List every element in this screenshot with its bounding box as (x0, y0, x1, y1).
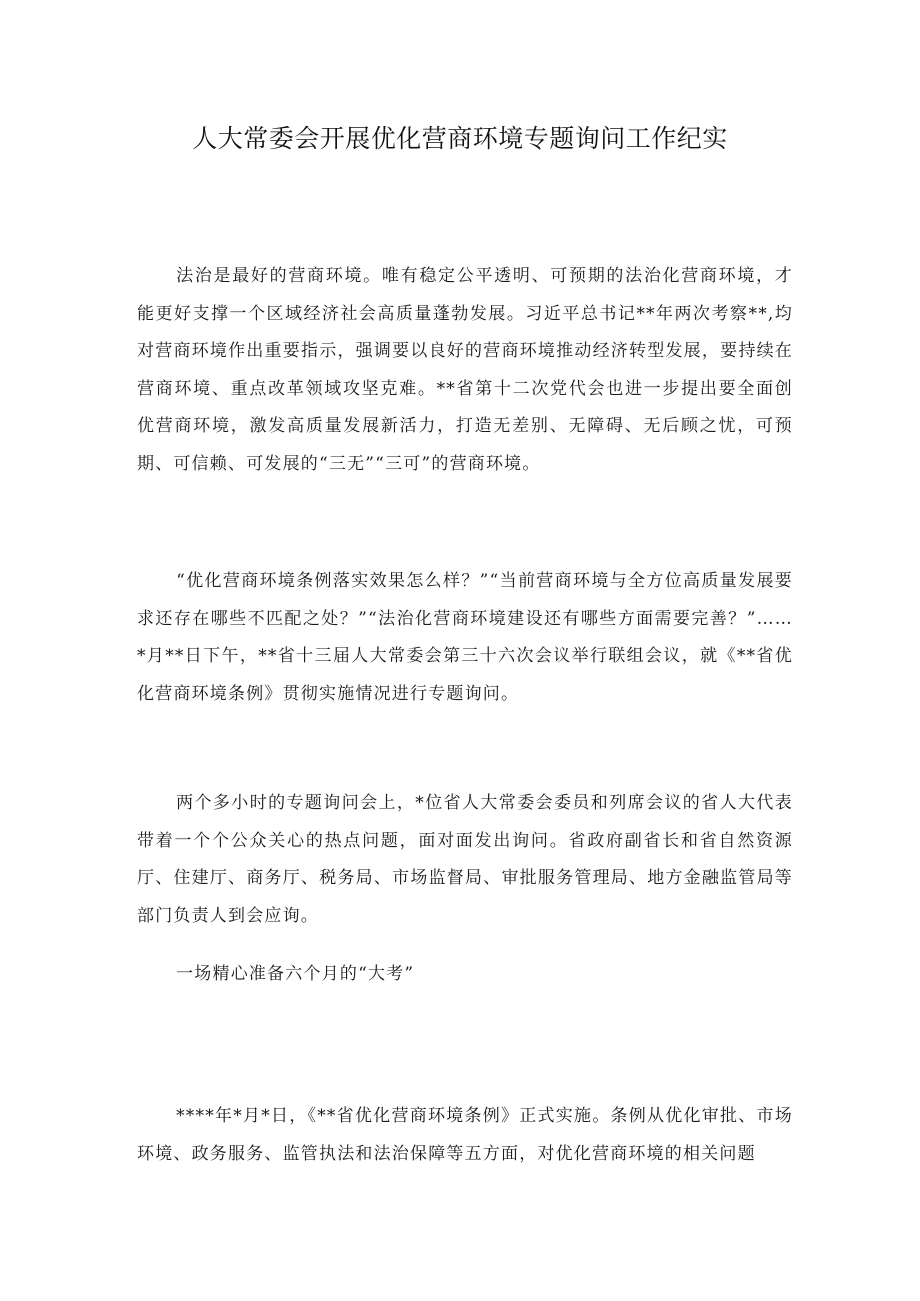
document-title: 人大常委会开展优化营商环境专题询问工作纪实 (192, 124, 728, 153)
paragraph-1: 法治是最好的营商环境。唯有稳定公平透明、可预期的法治化营商环境，才能更好支撑一个区域经济社会高质量蓬勃发展。习近平总书记**年两次考察**,均对营商环境作出重要指示，强调要以良好的营商环境推动经济转型发展，要持续在营商环境、重点改革领域攻坚克难。**省第十二次党代会也进一步提出要全面创优营商环境，激发高质量发展新活力，打造无差别、无障碍、无后顾之忧，可预期、可信赖、可发展的“三无”“三可”的营商环境。 (137, 266, 793, 474)
paragraph-2: “优化营商环境条例落实效果怎么样？”“当前营商环境与全方位高质量发展要求还存在哪些不匹配之处？”“法治化营商环境建设还有哪些方面需要完善？”……*月**日下午，**省十三届人大常委会第三十六次会议举行联组会议，就《**省优化营商环境条例》贯彻实施情况进行专题询问。 (137, 571, 793, 704)
section-heading: 一场精心准备六个月的“大考” (176, 964, 415, 984)
paragraph-3: 两个多小时的专题询问会上，*位省人大常委会委员和列席会议的省人大代表带着一个个公众关心的热点问题，面对面发出询问。省政府副省长和省自然资源厅、住建厅、商务厅、税务局、市场监督局、审批服务管理局、地方金融监管局等部门负责人到会应询。 (137, 793, 793, 926)
paragraph-4: ****年*月*日，《**省优化营商环境条例》正式实施。条例从优化审批、市场环境、政务服务、监管执法和法治保障等五方面，对优化营商环境的相关问题 (137, 1106, 793, 1164)
